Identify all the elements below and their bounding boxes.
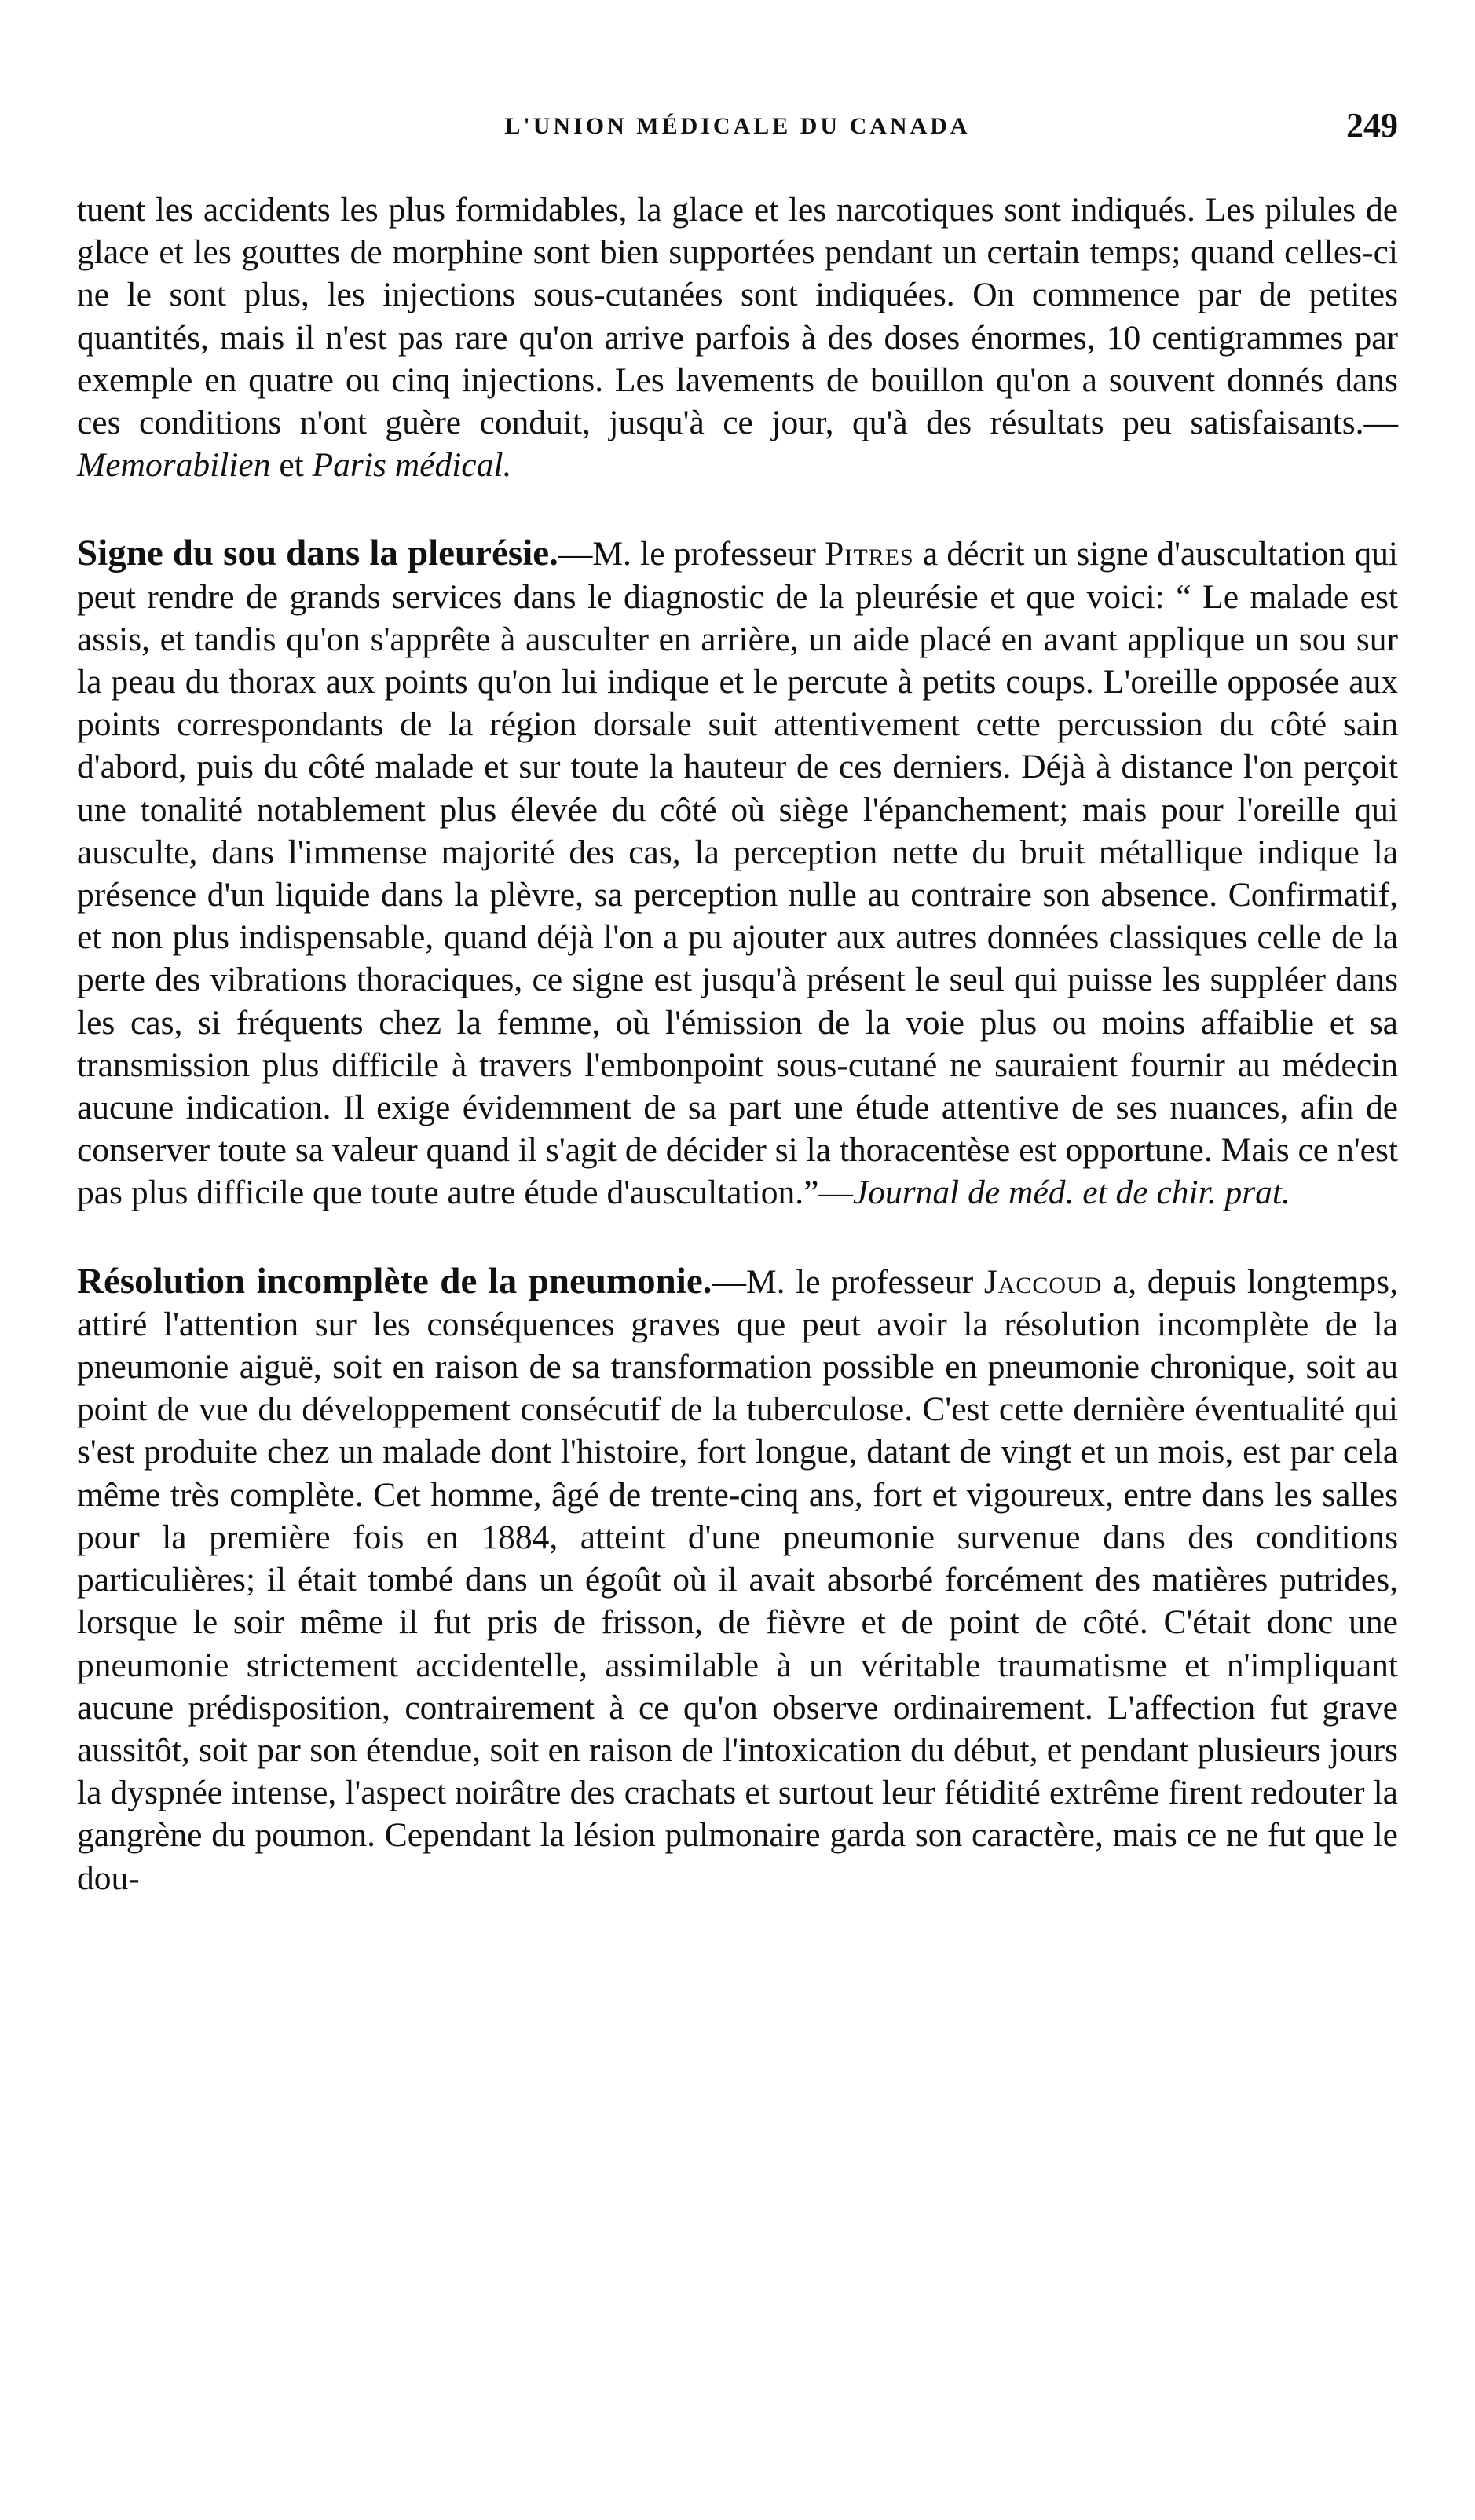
paragraph-body: —M. le professeur: [558, 535, 825, 573]
page: [77, 94, 1398, 2482]
paragraph-body-continued: a, depuis longtemps, attiré l'attention sur les conséquences graves que peut avoir la résolution incomplète de la pneumonie aiguë, soit en raison de sa transformation possible en pneumonie chronique, soit au point de vue du développement consécutif de la tuberculose. C'est cette dernière éventualité qui s'est produite chez un malade dont l'histoire, fort longue, datant de vingt et un mois, est par cela même très complète. Cet homme, âgé de trente-cinq ans, fort et vigoureux, entre dans les salles pour la première fois en 1884, atteint d'une pneumonie survenue dans des conditions particulières; il était tombé dans un égoût où il avait absorbé forcément des matières putrides, lorsque le soir même il fut pris de frisson, de fièvre et de point de côté. C'était donc une pneumonie strictement accidentelle, assimilable à un véritable traumatisme et n'impliquant aucune prédisposition, contrairement à ce qu'on observe ordinairement. L'affection fut grave aussitôt, soit par son étendue, soit en raison de l'intoxication du début, et pendant plusieurs jours la dyspnée intense, l'aspect noirâtre des crachats et surtout leur fétidité extrême firent redouter la gangrène du poumon. Cependant la lésion pulmonaire garda son caractère, mais ce ne fut que le dou-: [77, 1262, 1398, 1897]
author-name: Pitres: [825, 535, 914, 573]
paragraph-resolution-pneumonie: [77, 1260, 1398, 1899]
paragraph-body-continued: a décrit un signe d'auscultation qui peut rendre de grands services dans le diagnostic de la pleurésie et que voici: “ Le malade est assis, et tandis qu'on s'apprête à ausculter en arrière, un aide placé en avant applique un sou sur la peau du thorax aux points qu'on lui indique et le percute à petits coups. L'oreille opposée aux points correspondants de la région dorsale suit attentivement cette percussion du côté sain d'abord, puis du côté malade et sur toute la hauteur de ces derniers. Déjà à distance l'on perçoit une tonalité notablement plus élevée du côté où siège l'épanchement; mais pour l'oreille qui ausculte, dans l'immense majorité des cas, la perception nette du bruit métallique indique la présence d'un liquide dans la plèvre, sa perception nulle au contraire son absence. Confirmatif, et non plus indispensable, quand déjà l'on a pu ajouter aux autres données classiques celle de la perte des vibrations thoraciques, ce signe est jusqu'à présent le seul qui puisse les suppléer dans les cas, si fréquents chez la femme, où l'émission de la voie plus ou moins affaiblie et sa transmission plus difficile à travers l'embonpoint sous-cutané ne sauraient fournir au médecin aucune indication. Il exige évidemment de sa part une étude attentive de ses nuances, afin de conserver toute sa valeur quand il s'agit de décider si la thoracentèse est opportune. Mais ce n'est pas plus difficile que toute autre étude d'auscultation.”—: [77, 535, 1398, 1212]
source-joiner: et: [270, 446, 313, 485]
paragraph-body: tuent les accidents les plus formidables, la glace et les narcotiques sont indiqués. Les pilules de glace et les gouttes de morphine sont bien supportées pendant un certain temps; quand celles-ci ne le sont plus, les injections sous-cutanées sont indiquées. On commence par de petites quantités, mais il n'est pas rare qu'on arrive parfois à des doses énormes, 10 centigrammes par exemple en quatre ou cinq injections. Les lavements de bouillon qu'on a souvent donnés dans ces conditions n'ont guère conduit, jusqu'à ce jour, qu'à des résultats peu satisfaisants.—: [77, 191, 1398, 442]
article-text: [77, 189, 1398, 1899]
page-number: 249: [1346, 106, 1398, 145]
source-citation-2: Paris médical.: [312, 446, 512, 485]
page-header: [77, 94, 1398, 189]
paragraph-body: —M. le professeur: [712, 1262, 984, 1301]
author-name: Jaccoud: [983, 1262, 1103, 1301]
section-heading: Résolution incomplète de la pneumonie.: [77, 1260, 712, 1302]
running-head: L'UNION MÉDICALE DU CANADA: [504, 113, 971, 139]
paragraph-signe-du-sou: [77, 532, 1398, 1214]
source-citation: Memorabilien: [77, 446, 271, 485]
section-heading: Signe du sou dans la pleurésie.: [77, 533, 558, 574]
source-citation: Journal de méd. et de chir. prat.: [852, 1174, 1290, 1212]
paragraph-narcotiques: [77, 189, 1398, 486]
